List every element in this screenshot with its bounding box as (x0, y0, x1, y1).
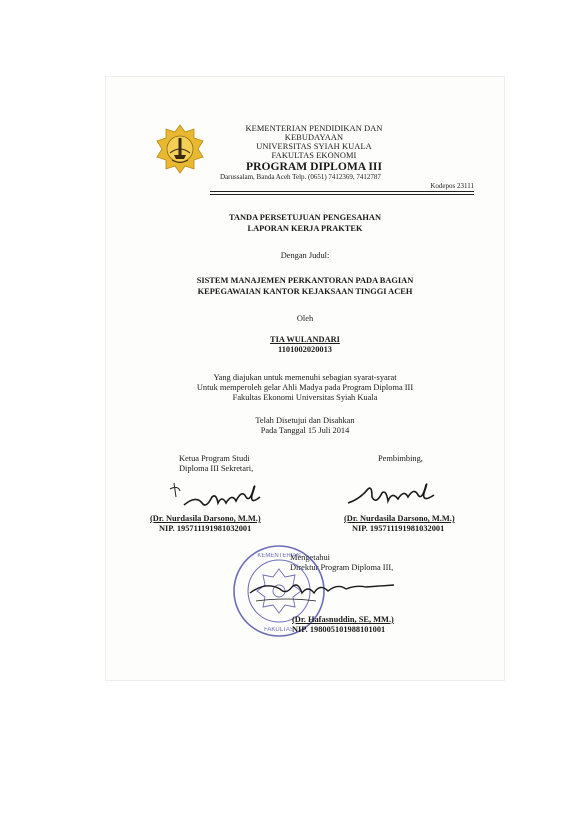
right-signatory-nip: NIP. 195711191981032001 (352, 524, 445, 533)
left-signatory-name: (Dr. Nurdasila Darsono, M.M.) (150, 514, 261, 523)
university-crest-icon (154, 123, 206, 175)
approval-date: Pada Tanggal 15 Juli 2014 (260, 426, 350, 435)
subject-intro: Dengan Judul: (280, 251, 330, 260)
header-rule (210, 191, 474, 192)
stamp-arc-text: KEMENTERIAN (257, 553, 301, 559)
bottom-signatory-name: (Dr. Hafasnuddin, SE, MM.) (292, 615, 394, 624)
report-title-line-1: SISTEM MANAJEMEN PERKANTORAN PADA BAGIAN (196, 276, 414, 285)
ministry-line: KEMENTERIAN PENDIDIKAN DAN (245, 124, 383, 133)
right-signatory-name: (Dr. Nurdasila Darsono, M.M.) (344, 514, 455, 523)
stamp-bottom-text: FAKULTAS (264, 627, 294, 633)
left-role-line-2: Diploma III Sekretari, (179, 464, 254, 473)
by-label: Oleh (296, 314, 314, 323)
author-nim: 1101002020013 (278, 345, 332, 354)
letterhead (226, 124, 402, 174)
left-role-line-1: Ketua Program Studi (179, 454, 250, 463)
program-name: PROGRAM DIPLOMA III (246, 160, 382, 173)
document-page (106, 77, 504, 680)
purpose-line-1: Yang diajukan untuk memenuhi sebagian syarat-syarat (213, 373, 397, 382)
bottom-signature (246, 571, 396, 611)
document-subtitle: LAPORAN KERJA PRAKTEK (247, 224, 363, 233)
approval-line-1: Telah Disetujui dan Disahkan (255, 416, 355, 425)
bottom-signatory-nip: NIP. 198005101988101001 (292, 625, 386, 634)
bottom-role-line-1: Mengetahui (290, 553, 331, 562)
left-signatory-nip: NIP. 195711191981032001 (159, 524, 252, 533)
right-role-line-1: Pembimbing, (378, 454, 423, 463)
university-name: UNIVERSITAS SYIAH KUALA (256, 142, 372, 151)
left-signature (166, 475, 266, 515)
postal-code: Kodepos 23111 (430, 182, 474, 190)
faculty-name: FAKULTAS EKONOMI (271, 151, 357, 160)
purpose-line-3: Fakultas Ekonomi Universitas Syiah Kuala (232, 393, 378, 402)
header-rule-thin (210, 194, 474, 195)
ministry-line-2: KEBUDAYAAN (284, 133, 344, 142)
document-title: TANDA PERSETUJUAN PENGESAHAN (228, 213, 381, 222)
purpose-line-2: Untuk memperoleh gelar Ahli Madya pada Program Diploma III (196, 383, 414, 392)
right-signature (342, 475, 442, 515)
bottom-role-line-2: Direktur Program Diploma III, (290, 563, 394, 572)
report-title-line-2: KEPEGAWAIAN KANTOR KEJAKSAAN TINGGI ACEH (197, 287, 413, 296)
address-line: Darussalam, Banda Aceh Telp. (0651) 7412369, 7412787 (220, 173, 381, 181)
author-name: TIA WULANDARI (270, 335, 340, 344)
